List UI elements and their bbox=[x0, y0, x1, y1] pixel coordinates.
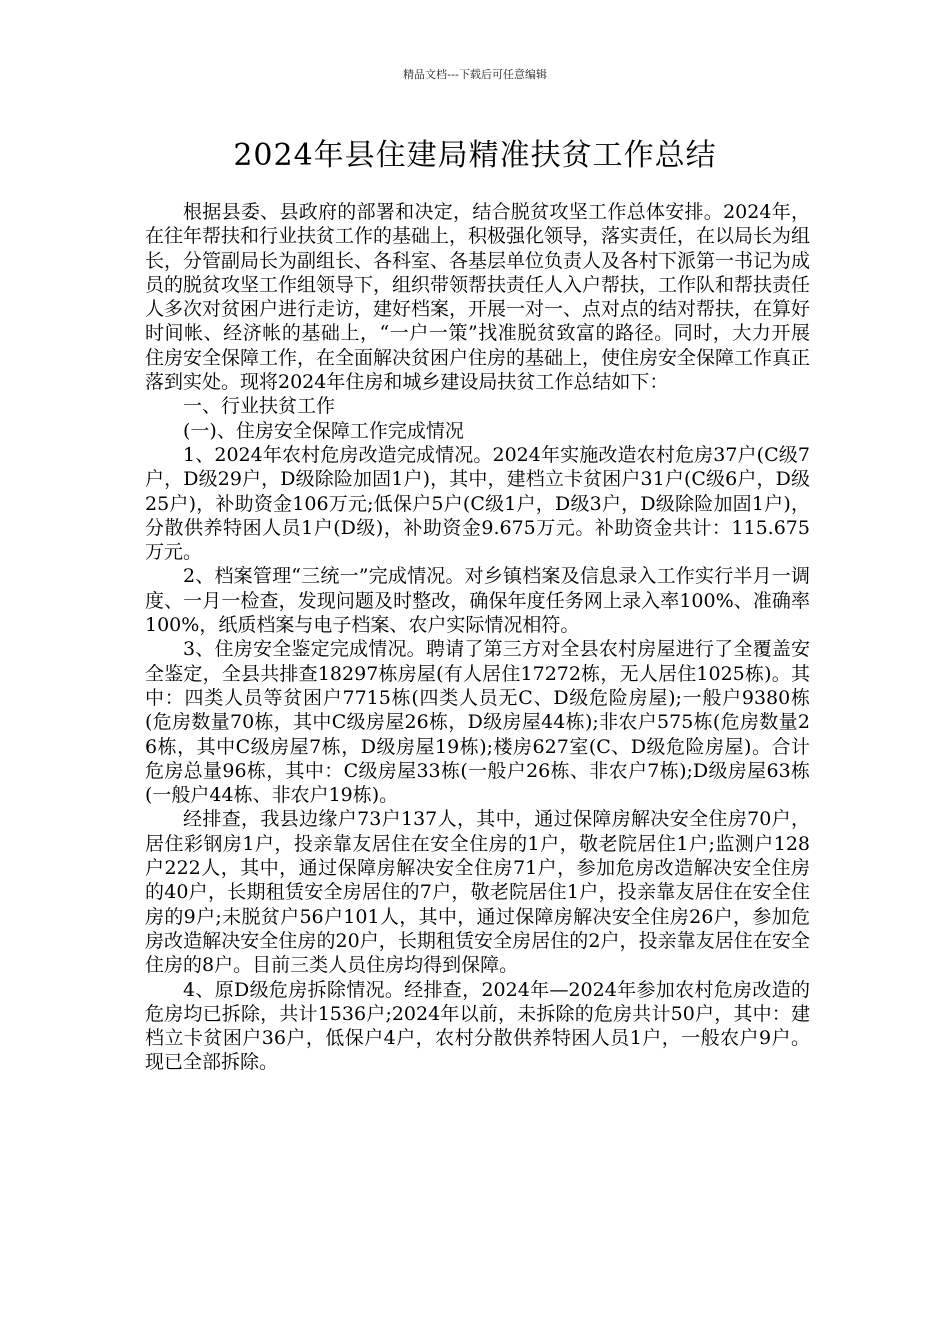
item-paragraph-1: 1、2024年农村危房改造完成情况。2024年实施改造农村危房37户(C级7户，D级29户，D级除险加固1户)，其中，建档立卡贫困户31户(C级6户，D级25户)，补助资金106万元;低保户5户(C级1户，D级3户，D级除险加固1户)，分散供养特困人员1户(D级)，补助资金9.675万元。补助资金共计：115.675万元。 bbox=[145, 443, 810, 564]
section-heading: 一、行业扶贫工作 bbox=[183, 395, 336, 418]
item-paragraph-4: 4、原D级危房拆除情况。经排查，2024年—2024年参加农村危房改造的危房均已拆除，共计1536户;2024年以前，未拆除的危房共计50户，其中：建档立卡贫困户36户，低保户4户，农村分散供养特困人员1户，一般农户9户。现已全部拆除。 bbox=[145, 978, 810, 1074]
header-note: 精品文档---下载后可任意编辑 bbox=[403, 68, 547, 81]
subsection-heading: (一)、住房安全保障工作完成情况 bbox=[183, 419, 464, 442]
item-paragraph-3: 3、住房安全鉴定完成情况。聘请了第三方对全县农村房屋进行了全覆盖安全鉴定，全县共排查18297栋房屋(有人居住17272栋，无人居住1025栋)。其中：四类人员等贫困户7715栋(四类人员无C、D级危险房屋);一般户9380栋(危房数量70栋，其中C级房屋26栋，D级房屋44栋);非农户575栋(危房数量26栋，其中C级房屋7栋，D级房屋19栋);楼房627室(C、D级危险房屋)。合计危房总量96栋，其中：C级房屋33栋(一般户26栋、非农户7栋);D级房屋63栋(一般户44栋、非农户19栋)。 bbox=[145, 638, 810, 807]
investigation-paragraph: 经排查，我县边缘户73户137人，其中，通过保障房解决安全住房70户，居住彩钢房1户，投亲靠友居住在安全住房的1户，敬老院居住1户;监测户128户222人，其中，通过保障房解决安全住房71户，参加危房改造解决安全住房的40户，长期租赁安全房居住的7户，敬老院居住1户，投亲靠友居住在安全住房的9户;未脱贫户56户101人，其中，通过保障房解决安全住房26户，参加危房改造解决安全住房的20户，长期租赁安全房居住的2户，投亲靠友居住在安全住房的8户。目前三类人员住房均得到保障。 bbox=[145, 808, 810, 977]
document-body bbox=[145, 200, 810, 1075]
item-paragraph-2: 2、档案管理“三统一”完成情况。对乡镇档案及信息录入工作实行半月一调度、一月一检查，发现问题及时整改，确保年度任务网上录入率100%、准确率100%，纸质档案与电子档案、农户实际情况相符。 bbox=[145, 565, 810, 637]
intro-paragraph: 根据县委、县政府的部署和决定，结合脱贫攻坚工作总体安排。2024年，在往年帮扶和行业扶贫工作的基础上，积极强化领导，落实责任，在以局长为组长，分管副局长为副组长、各科室、各基层单位负责人及各村下派第一书记为成员的脱贫攻坚工作组领导下，组织带领帮扶责任人入户帮扶，工作队和帮扶责任人多次对贫困户进行走访，建好档案，开展一对一、点对点的结对帮扶，在算好时间帐、经济帐的基础上，“一户一策”找准脱贫致富的路径。同时，大力开展住房安全保障工作，在全面解决贫困户住房的基础上，使住房安全保障工作真正落到实处。现将2024年住房和城乡建设局扶贫工作总结如下： bbox=[145, 201, 811, 394]
document-title: 2024年县住建局精准扶贫工作总结 bbox=[233, 138, 717, 173]
